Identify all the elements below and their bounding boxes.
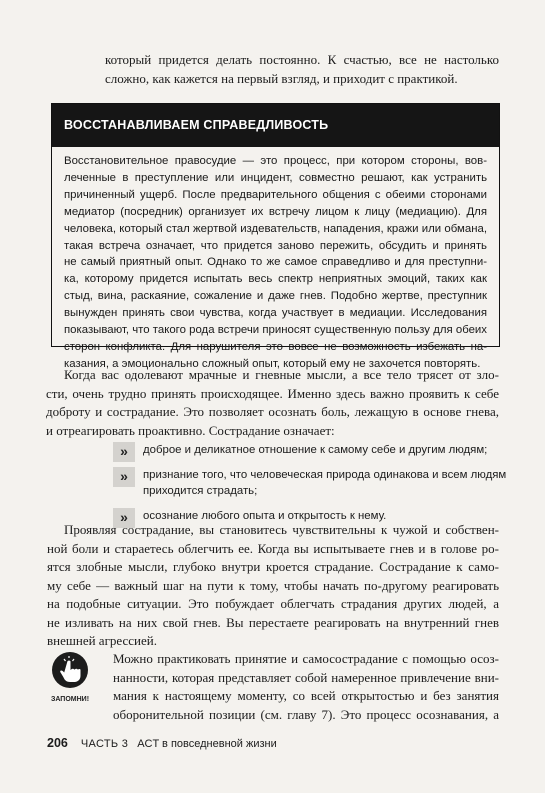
remember-paragraph xyxy=(113,650,499,724)
sidebar-line: казания, а эмоционально сложный опыт, который ему не захочется повторять. xyxy=(64,357,481,370)
remember-callout-icon xyxy=(47,652,93,722)
sidebar-line: такая встреча означает, что придется заново пережить, обсудить и принять xyxy=(64,239,487,252)
remember-circle xyxy=(52,652,88,688)
sidebar-line: человека, который стал жертвой издевательств, нападения, кражи или обмана, xyxy=(64,222,487,235)
sidebar-line: ка, которому придется испытать весь спектр неприятных эмоций, таких как xyxy=(64,273,487,286)
text-line: Проявляя сострадание, вы становитесь чувствительны к чужой и собствен- xyxy=(64,522,499,537)
top-paragraph xyxy=(105,51,499,88)
sidebar-line: причиненный ущерб. После предварительного общения с обеими сторонами xyxy=(64,188,487,201)
chapter-label: ЧАСТЬ 3 xyxy=(80,738,129,750)
list-item-text: осознание любого опыта и открытость к нему. xyxy=(143,509,387,522)
text-line: ной боли и стараетесь облегчить ее. Когда вы испытываете гнев и в голове ро- xyxy=(47,540,499,556)
text-line: Можно практиковать принятие и самосострадание с помощью осоз- xyxy=(113,651,499,666)
sidebar-box xyxy=(51,103,500,370)
sidebar-line: леченные в преступление или инцидент, совместно решают, как устранить xyxy=(64,171,487,184)
sidebar-line: сторон конфликта. Для нарушителя это вовсе не возможность избежать на- xyxy=(64,340,487,353)
bullet-marker-icon: » xyxy=(113,442,135,462)
sidebar-line: медиатор (посредник) организует их встречу лицом к лицу (медиацию). Для xyxy=(64,205,487,218)
page-number: 206 xyxy=(47,736,68,750)
lower-paragraph xyxy=(47,521,499,651)
list-item-text: признание того, что человеческая природа одинакова и всем людям xyxy=(143,468,507,481)
sidebar-line: показывают, что такого рода встречи приносят существенную пользу для обеих xyxy=(64,324,487,337)
text-line: му себе — важный шаг на пути к тому, чтобы начать по-другому реагировать xyxy=(47,577,499,593)
text-line: сложно, как кажется на первый взгляд, и приходит с практикой. xyxy=(105,70,458,86)
sidebar-line: стыд, вина, раскаяние, сожаление и даже гнев. Подобно жертве, преступник xyxy=(64,290,487,303)
text-line: мания к настоящему моменту, со всей открытостью и без занятия xyxy=(113,688,499,703)
text-line: нанности, которая представляет собой намеренное привлечение вни- xyxy=(113,669,499,685)
text-line: на подобные ситуации. Это побуждает облегчать страдания других людей, а xyxy=(47,596,499,611)
text-line: не изливать на них свой гнев. Вы перестаете реагировать на внутренний гнев xyxy=(47,614,499,630)
list-item-text: доброе и деликатное отношение к самому себе и другим людям; xyxy=(143,444,488,456)
sidebar-line: Восстановительное правосудие — это процесс, при котором стороны, вов- xyxy=(64,155,487,167)
text-line: который придется делать постоянно. К счастью, все не настолько xyxy=(105,52,499,67)
bullet-marker-icon: » xyxy=(113,467,135,487)
list-item-text: приходится страдать; xyxy=(143,485,258,497)
text-line: сти, очень трудно принять происходящее. Именно здесь важно проявить к себе xyxy=(46,385,499,401)
bullet-marker-icon: » xyxy=(113,508,135,528)
bullet-list xyxy=(113,442,507,532)
text-line: оборонительной позиции (см. главу 7). Это процесс осознавания, а xyxy=(113,706,499,722)
sidebar-line: вынужден принять свои чувства, когда участвует в медиации. Исследования xyxy=(64,307,487,320)
text-line: Когда вас одолевают мрачные и гневные мысли, а все тело трясет от зло- xyxy=(64,367,499,382)
middle-paragraph xyxy=(46,366,499,440)
pointing-hand-icon xyxy=(52,652,88,688)
text-line: ятся злобные мысли, глубоко внутри кроется страдание. Сострадание к само- xyxy=(47,559,499,574)
sidebar-line: не самый приятный опыт. Однако то же самое справедливо и для преступни- xyxy=(64,256,487,269)
sidebar-body xyxy=(52,147,499,373)
list-item xyxy=(113,442,503,459)
text-line: внешней агрессией. xyxy=(47,633,157,648)
page-footer xyxy=(47,736,277,750)
list-item xyxy=(113,467,507,500)
chapter-title: ACT в повседневной жизни xyxy=(137,738,277,750)
text-line: и отреагировать проактивно. Сострадание означает: xyxy=(46,422,335,438)
text-line: доброту и сострадание. Это позволяет осознать боль, лежащую в основе гнева, xyxy=(46,404,499,419)
sidebar-title: ВОССТАНАВЛИВАЕМ СПРАВЕДЛИВОСТЬ xyxy=(52,104,499,147)
remember-label: ЗАПОМНИ! xyxy=(50,696,90,703)
